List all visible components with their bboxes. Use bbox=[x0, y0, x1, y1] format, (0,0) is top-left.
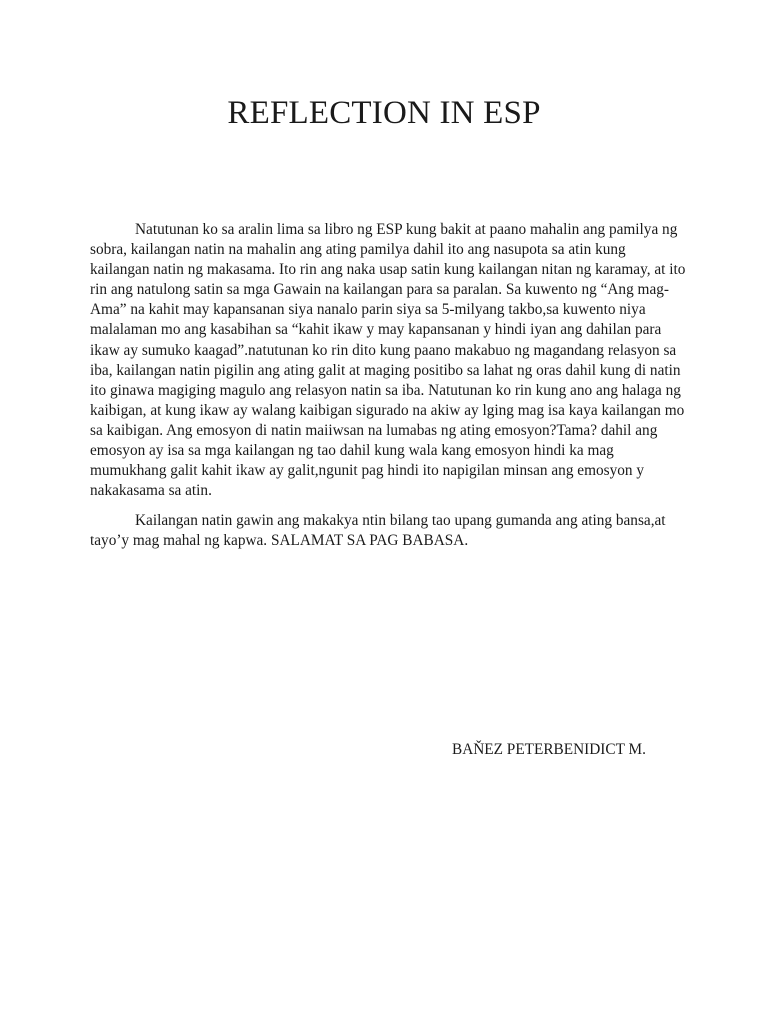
paragraph-line: nakakasama sa atin. bbox=[90, 482, 212, 500]
paragraph-1 bbox=[90, 220, 686, 501]
paragraph-line: Kailangan natin gawin ang makakya ntin bilang tao upang gumanda ang ating bansa,at bbox=[135, 512, 666, 530]
paragraph-line: Natutunan ko sa aralin lima sa libro ng ESP kung bakit at paano mahalin ang pamilya ng bbox=[135, 221, 678, 238]
document-body bbox=[90, 220, 686, 552]
document-title: REFLECTION IN ESP bbox=[227, 95, 541, 131]
author-signature: BAŇEZ PETERBENIDICT M. bbox=[452, 741, 646, 758]
paragraph-line: kaibigan, at kung ikaw ay walang kaibigan sigurado na akiw ay lging mag isa kaya kailangan mo bbox=[90, 401, 685, 419]
paragraph-line: malalaman mo ang kasabihan sa “kahit ikaw y may kapansanan y hindi iyan ang dahilan para bbox=[90, 321, 662, 339]
paragraph-line: ikaw ay sumuko kaagad”.natutunan ko rin dito kung paano makabuo ng magandang relasyon sa bbox=[90, 341, 677, 359]
paragraph-line: sa kaibigan. Ang emosyon di natin maiiwsan na lumabas ng ating emosyon?Tama? dahil ang bbox=[90, 421, 658, 439]
paragraph-line: rin ang natulong satin sa mga Gawain na kailangan para sa paralan. Sa kuwento ng “Ang mag- bbox=[90, 281, 669, 299]
paragraph-line: Ama” na kahit may kapansanan siya nanalo parin siya sa 5-milyang takbo,sa kuwento niya bbox=[90, 301, 646, 319]
paragraph-line: sobra, kailangan natin na mahalin ang ating pamilya dahil ito ang nasupota sa atin kung bbox=[90, 241, 626, 259]
paragraph-line: ito ginawa magiging magulo ang relasyon natin sa iba. Natutunan ko rin kung ano ang halaga ng bbox=[90, 381, 681, 399]
paragraph-line: emosyon ay isa sa mga kailangan ng tao dahil kung wala kang emosyon hindi ka mag bbox=[90, 442, 614, 460]
paragraph-line: mumukhang galit kahit ikaw ay galit,ngunit pag hindi ito napigilan minsan ang emosyon y bbox=[90, 462, 645, 480]
paragraph-line: iba, kailangan natin pigilin ang ating galit at maging positibo sa lahat ng oras dahil kung di natin bbox=[90, 361, 681, 379]
paragraph-line: tayo’y mag mahal ng kapwa. SALAMAT SA PAG BABASA. bbox=[90, 532, 469, 550]
paragraph-line: kailangan natin ng makasama. Ito rin ang naka usap satin kung kailangan nitan ng karamay, at ito bbox=[90, 261, 686, 279]
paragraph-2 bbox=[90, 511, 682, 551]
